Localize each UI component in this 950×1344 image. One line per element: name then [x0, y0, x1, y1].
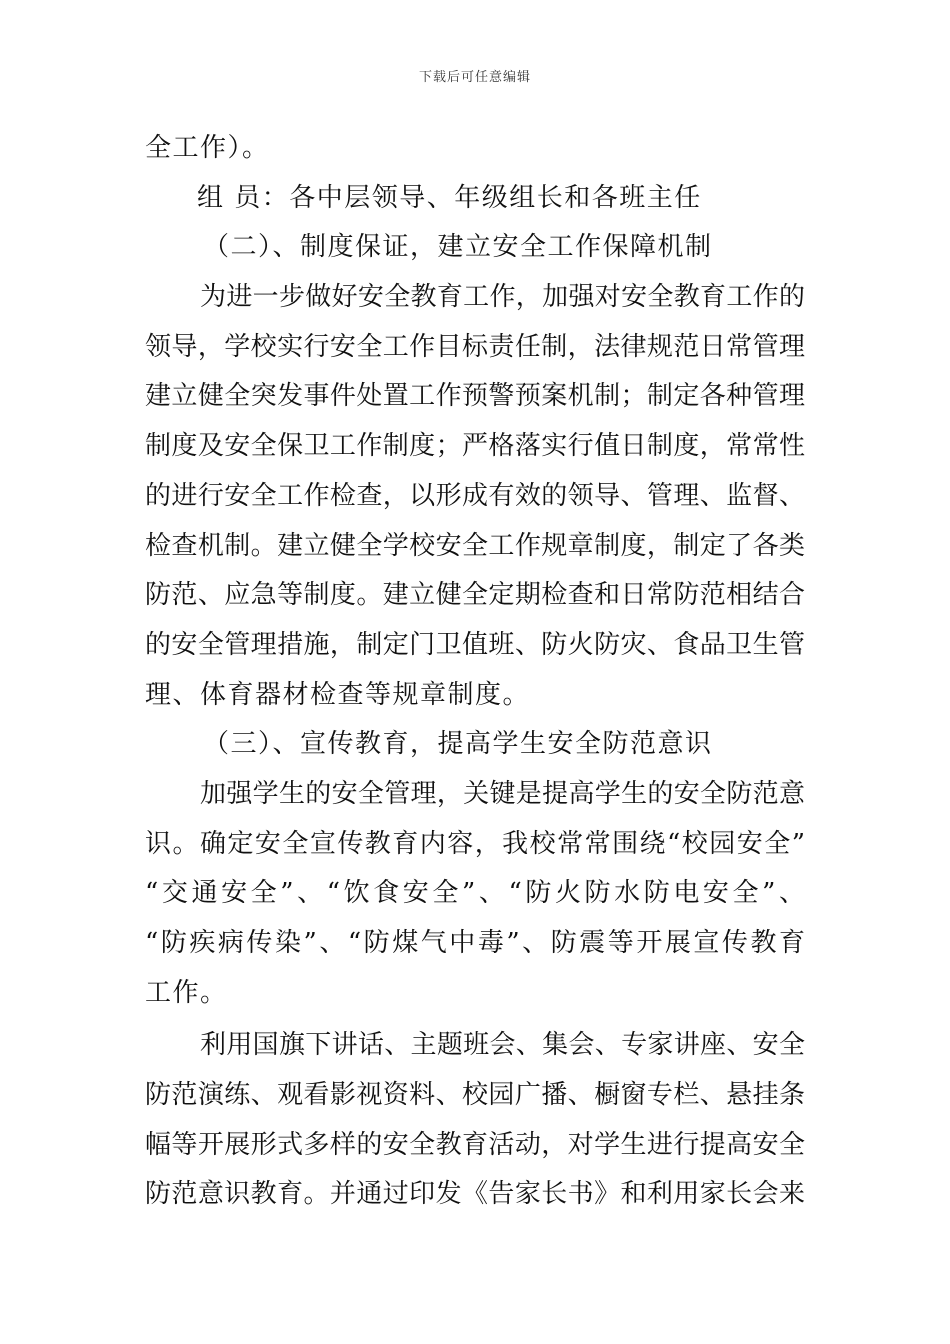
page-header: 下载后可任意编辑 [418, 70, 531, 85]
paragraph-line: 防范意识教育。并通过印发《告家长书》和利用家长会来 [145, 1179, 805, 1210]
paragraph-line: 的进行安全工作检查，以形成有效的领导、管理、监督、 [145, 480, 805, 511]
paragraph-line: 工作。 [145, 977, 228, 1008]
document-body [145, 124, 805, 1220]
paragraph-line: 检查机制。建立健全学校安全工作规章制度，制定了各类 [145, 530, 805, 561]
paragraph-line: 识。确定安全宣传教育内容，我校常常围绕“校园安全” [145, 828, 805, 859]
paragraph-line: 的安全管理措施，制定门卫值班、防火防灾、食品卫生管 [145, 629, 805, 660]
paragraph-line: 为进一步做好安全教育工作，加强对安全教育工作的 [200, 282, 805, 313]
paragraph-line: 加强学生的安全管理，关键是提高学生的安全防范意 [200, 778, 805, 809]
member-line: 组 员：各中层领导、年级组长和各班主任 [197, 182, 702, 213]
paragraph-line: 防范演练、观看影视资料、校园广播、橱窗专栏、悬挂条 [145, 1080, 805, 1111]
paragraph-line: 理、体育器材检查等规章制度。 [145, 679, 531, 710]
section-heading-3: （三）、宣传教育，提高学生安全防范意识 [203, 729, 713, 760]
paragraph-line: 领导，学校实行安全工作目标责任制，法律规范日常管理 [145, 331, 805, 362]
paragraph-line: 幅等开展形式多样的安全教育活动，对学生进行提高安全 [145, 1129, 805, 1160]
paragraph-line: 利用国旗下讲话、主题班会、集会、专家讲座、安全 [200, 1030, 805, 1061]
section-heading-2: （二）、制度保证，建立安全工作保障机制 [203, 232, 713, 263]
text-line: 全工作）。 [145, 133, 270, 163]
paragraph-line: 制度及安全保卫工作制度；严格落实行值日制度，常常性 [145, 431, 805, 462]
paragraph-line: 建立健全突发事件处置工作预警预案机制；制定各种管理 [145, 381, 805, 412]
paragraph-line: “防疾病传染”、“防煤气中毒”、防震等开展宣传教育 [145, 928, 805, 958]
paragraph-line: “交通安全”、“饮食安全”、“防火防水防电安全”、 [145, 878, 805, 909]
paragraph-line: 防范、应急等制度。建立健全定期检查和日常防范相结合 [145, 580, 805, 611]
